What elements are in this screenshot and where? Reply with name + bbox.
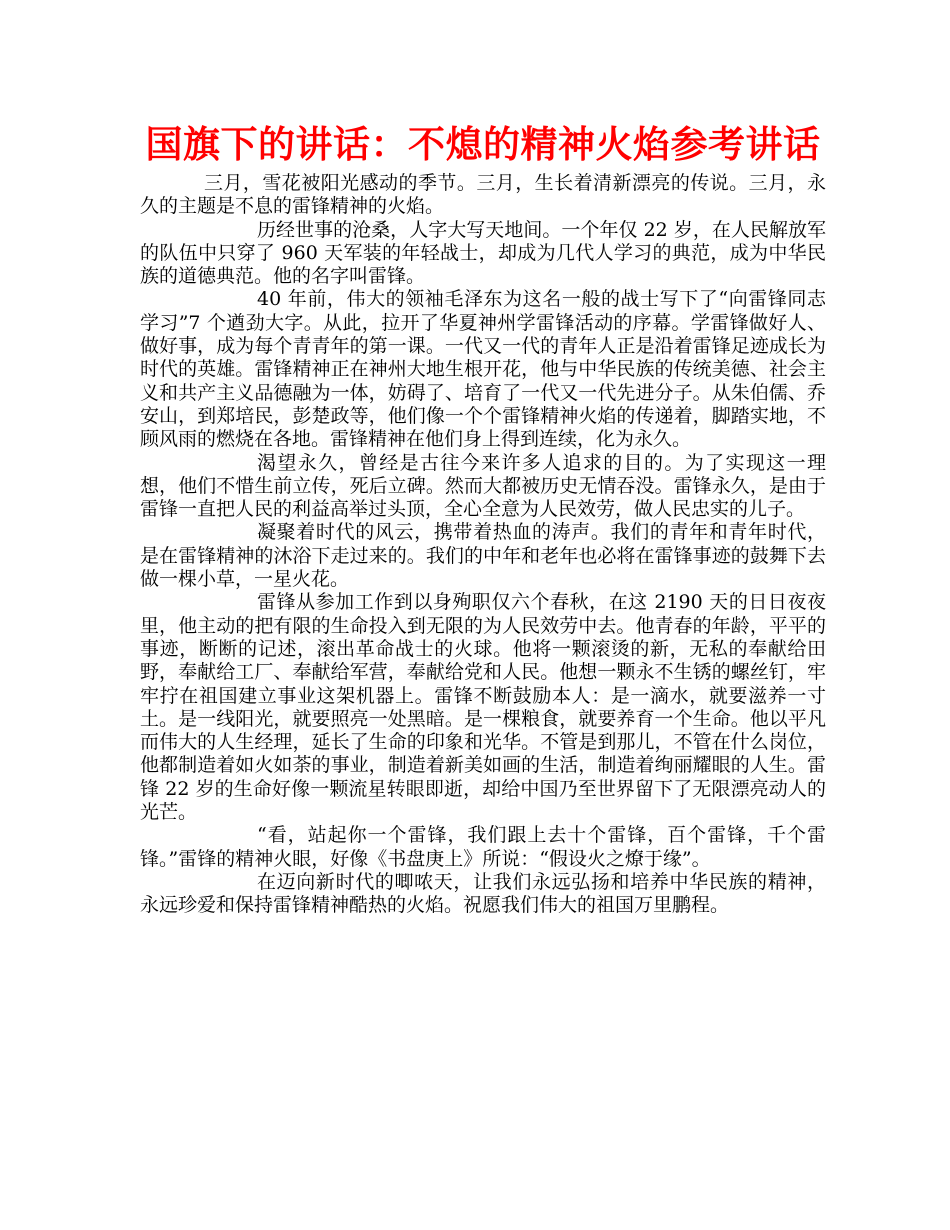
paragraph-2: 历经世事的沧桑，人字大写天地间。一个年仅 22 岁，在人民解放军的队伍中只穿了 960 天军装的年轻战士，却成为几代人学习的典范，成为中华民族的道德典范。他的名字叫雷锋。 xyxy=(140,218,826,288)
document-body xyxy=(140,172,826,918)
paragraph-8: 在迈向新时代的唧哝天，让我们永远弘扬和培养中华民族的精神，永远珍爱和保持雷锋精神酷热的火焰。祝愿我们伟大的祖国万里鹏程。 xyxy=(140,870,826,917)
document-title: 国旗下的讲话：不熄的精神火焰参考讲话 xyxy=(145,123,821,166)
paragraph-4: 渴望永久，曾经是古往今来许多人追求的目的。为了实现这一理想，他们不惜生前立传，死后立碑。然而大都被历史无情吞没。雷锋永久，是由于雷锋一直把人民的利益高举过头顶，全心全意为人民效劳，做人民忠实的儿子。 xyxy=(140,451,826,521)
paragraph-3: 40 年前，伟大的领袖毛泽东为这名一般的战士写下了“向雷锋同志学习”7 个遒劲大字。从此，拉开了华夏神州学雷锋活动的序幕。学雷锋做好人、做好事，成为每个青青年的第一课。一代又一代的青年人正是沿着雷锋足迹成长为时代的英雄。雷锋精神正在神州大地生根开花，他与中华民族的传统美德、社会主义和共产主义品德融为一体，妨碍了、培育了一代又一代先进分子。从朱伯儒、乔安山，到郑培民，彭楚政等，他们像一个个雷锋精神火焰的传递着，脚踏实地，不顾风雨的燃烧在各地。雷锋精神在他们身上得到连续，化为永久。 xyxy=(140,288,826,451)
document-page xyxy=(140,118,826,918)
paragraph-5: 凝聚着时代的风云，携带着热血的涛声。我们的青年和青年时代，是在雷锋精神的沐浴下走过来的。我们的中年和老年也必将在雷锋事迹的鼓舞下去做一棵小草，一星火花。 xyxy=(140,521,826,591)
paragraph-6: 雷锋从参加工作到以身殉职仅六个春秋，在这 2190 天的日日夜夜里，他主动的把有限的生命投入到无限的为人民效劳中去。他青春的年龄，平平的事迹，断断的记述，滚出革命战士的火球。他将一颗滚烫的新，无私的奉献给田野，奉献给工厂、奉献给军营，奉献给党和人民。他想一颗永不生锈的螺丝钉，牢牢拧在祖国建立事业这架机器上。雷锋不断鼓励本人：是一滴水，就要滋养一寸土。是一线阳光，就要照亮一处黑暗。是一棵粮食，就要养育一个生命。他以平凡而伟大的人生经理，延长了生命的印象和光华。不管是到那儿，不管在什么岗位，他都制造着如火如荼的事业，制造着新美如画的生活，制造着绚丽耀眼的人生。雷锋 22 岁的生命好像一颗流星转眼即逝，却给中国乃至世界留下了无限漂亮动人的光芒。 xyxy=(140,591,826,824)
paragraph-7: “看，站起你一个雷锋，我们跟上去十个雷锋，百个雷锋，千个雷锋。”雷锋的精神火眼，好像《书盘庚上》所说：“假设火之燎于缘”。 xyxy=(140,824,826,870)
paragraph-1: 三月，雪花被阳光感动的季节。三月，生长着清新漂亮的传说。三月，永久的主题是不息的雷锋精神的火焰。 xyxy=(140,172,826,218)
